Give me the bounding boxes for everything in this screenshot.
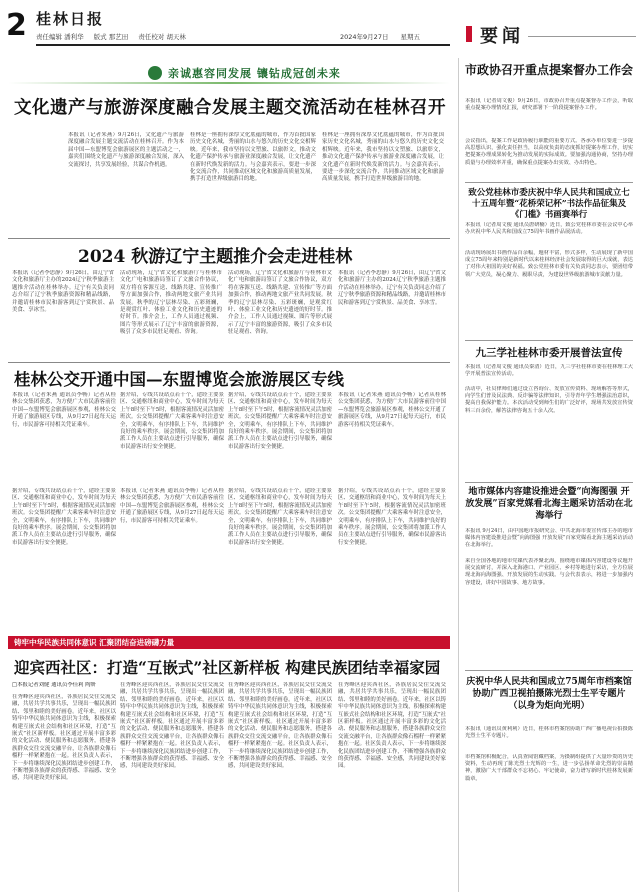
article-body: 本报讯（记者朱燕 通讯员李畅）记者从桂林公交集团获悉，为方便广大市民游客前往中国—东盟博览会旅游展区参观，桂林公交开通了旅游展区专线，从9月27日起每天运行，市民游客可持相关凭证乘车。 [120, 488, 224, 524]
article-lead: 本报讯（记者周文俊 通讯员秦清）近日，九三学社桂林市委在桂林理工大学开展普法宣传活动。 [465, 364, 633, 378]
article-lead: 本报讯（记者李思静）9月26日，由辽宁省文化和旅游厅主办的2024辽宁秋季旅游主题推介活动在桂林举办。辽宁有关负责同志介绍了辽宁秋季旅游资源和精品线路，并邀请桂林市民和游客到辽宁赏秋景、品美食、享冰雪。 [12, 270, 114, 314]
editor-credits [36, 32, 194, 41]
issue-date [340, 32, 430, 41]
page-number: 2 [6, 8, 27, 43]
headline-media-conference: 地市媒体内容建设推进会暨“向海图强 开放发展”百家党媒看北海主题采访活动在北海举行 [465, 487, 633, 521]
divider [465, 482, 633, 483]
banner-text: 亲诚惠容同发展 镶钻成冠创未来 [168, 67, 341, 80]
article-body: 据介绍，专线共设站点若干个，途经主要景区、交通枢纽和商业中心，发车时间为每天上午8时至下午5时，根据客流情况灵活加密班次。公交集团提醒广大乘客乘车时注意安全，文明乘车，有序排队上下车，共同维护良好的乘车秩序。展会期间，公交集团将加派工作人员在主要站点进行引导服务，确保市民游客出行安全便捷。 [338, 488, 446, 546]
headline-heritage-tourism: 文化遗产与旅游深度融合发展主题交流活动在桂林召开 [14, 98, 446, 118]
article-byline: □本报记者刘健 通讯员李佳莉 陶妍 [12, 682, 96, 688]
article-body: 在秀峰区迎宾西社区，各族居民交往交流交融，共居共学共事共乐，呈现出一幅民族团结、邻里和睦的美好画卷。近年来，社区以铸牢中华民族共同体意识为主线，积极探索构建互嵌式社会结构和社区环境，打造“互嵌式”社区新样板。社区通过开展丰富多彩的文化活动、便民服务和志愿服务，搭建各族群众交往交流交融平台，让各族群众像石榴籽一样紧紧抱在一起。社区负责人表示，下一步将继续深化民族团结进步创建工作，不断增强各族群众的获得感、幸福感、安全感，共同建设美好家园。 [228, 682, 332, 770]
banner-divider [8, 82, 450, 84]
article-body: 据介绍，专线共设站点若干个，途经主要景区、交通枢纽和商业中心，发车时间为每天上午8时至下午5时，根据客流情况灵活加密班次。公交集团提醒广大乘客乘车时注意安全，文明乘车，有序排队上下车，共同维护良好的乘车秩序。展会期间，公交集团将加派工作人员在主要站点进行引导服务，确保市民游客出行安全便捷。 [12, 488, 116, 546]
headline-bus-line: 桂林公交开通中国—东盟博览会旅游展区专线 [14, 370, 344, 389]
divider [465, 670, 633, 671]
article-body: 活动中，社员律师们通过设立咨询台、发放宣传资料、现场解答等形式，向学生们普及民法典、反诈骗等法律知识，引导青年学生增强法治意识，提高自我保护能力。本次活动受到师生们的广泛好评，现场共发放宣传资料三百余份，解答法律咨询五十余人次。 [465, 386, 633, 414]
article-lead: 本报讯（记者朱燕）9月26日，文化遗产与旅游深度融合发展主题交流活动在桂林召开。作为本届中国—东盟博览会旅游展区的主题活动之一，嘉宾们围绕文化遗产与旅游深度融合发展，深入交流探讨，共享发展经验，共谋合作机遇。 [68, 132, 184, 168]
article-body: 来自全国各地的地市党媒代表齐聚北海，围绕地市媒体内容建设等议题开展交流研讨，并深入北海港口、产业园区、乡村等地进行采访，全方位展现北海向海图强、开放发展的生动实践。与会代表表示，将进一步加强内容建设，讲好中国故事、地方故事。 [465, 558, 633, 586]
editor-credit: 责任校对 胡天林 [138, 33, 186, 41]
article-lead: 本报讯（记者周文俊 通讯员唐研楠）近日，致公党桂林市委在会议中心举办庆祝中华人民共和国成立75周年书画作品展活动。 [465, 222, 633, 236]
article-body: 本报讯（记者李思静）9月26日，由辽宁省文化和旅游厅主办的2024辽宁秋季旅游主题推介活动在桂林举办。辽宁有关负责同志介绍了辽宁秋季旅游资源和精品线路，并邀请桂林市民和游客到辽宁赏秋景、品美食、享冰雪。 [338, 270, 446, 306]
article-body: 会议指出，提案工作是政协履行职能的重要方式。各承办单位要进一步提高思想认识，强化责任担当，以高度负责的态度抓好提案办理工作，切实把提案办理成果转化为推动发展的实际成效。要加强沟通协商，坚持办理质量与办理效率并重，确保重点提案办出实效、办出特色。 [465, 138, 633, 166]
editor-credit: 责任编辑 潘利华 [36, 33, 84, 41]
masthead [0, 0, 640, 58]
section-bar-icon [466, 26, 472, 42]
headline-archives: 庆祝中华人民共和国成立75周年市档案馆协助广西卫视拍摄陈光烈士生平专题片（以身为炬向光明） [466, 677, 632, 711]
article-body: 在秀峰区迎宾西社区，各族居民交往交流交融，共居共学共事共乐，呈现出一幅民族团结、邻里和睦的美好画卷。近年来，社区以铸牢中华民族共同体意识为主线，积极探索构建互嵌式社会结构和社区环境，打造“互嵌式”社区新样板。社区通过开展丰富多彩的文化活动、便民服务和志愿服务，搭建各族群众交往交流交融平台，让各族群众像石榴籽一样紧紧抱在一起。社区负责人表示，下一步将继续深化民族团结进步创建工作，不断增强各族群众的获得感、幸福感、安全感，共同建设美好家园。 [12, 694, 116, 782]
headline-cppcc: 市政协召开重点提案督办工作会 [465, 63, 634, 77]
article-body: 据介绍，专线共设站点若干个，途经主要景区、交通枢纽和商业中心，发车时间为每天上午8时至下午5时，根据客流情况灵活加密班次。公交集团提醒广大乘客乘车时注意安全，文明乘车，有序排队上下车，共同维护良好的乘车秩序。展会期间，公交集团将加派工作人员在主要站点进行引导服务，确保市民游客出行安全便捷。 [228, 392, 332, 450]
headline-community: 迎宾西社区：打造“互嵌式”社区新样板 构建民族团结幸福家园 [14, 658, 441, 677]
article-body: 在秀峰区迎宾西社区，各族居民交往交流交融，共居共学共事共乐，呈现出一幅民族团结、邻里和睦的美好画卷。近年来，社区以铸牢中华民族共同体意识为主线，积极探索构建互嵌式社会结构和社区环境，打造“互嵌式”社区新样板。社区通过开展丰富多彩的文化活动、便民服务和志愿服务，搭建各族群众交往交流交融平台，让各族群众像石榴籽一样紧紧抱在一起。社区负责人表示，下一步将继续深化民族团结进步创建工作，不断增强各族群众的获得感、幸福感、安全感，共同建设美好家园。 [338, 682, 446, 770]
left-column [8, 58, 450, 892]
divider [465, 340, 633, 341]
section-header [458, 10, 640, 50]
weekday: 星期五 [400, 33, 421, 41]
divider [8, 362, 450, 363]
headline-liaoning-promo: 2024 秋游辽宁主题推介会走进桂林 [78, 247, 353, 267]
editor-credit: 版式 那艺田 [93, 33, 129, 41]
right-column [458, 58, 634, 892]
article-lead: 本报讯（记者朱燕 通讯员李畅）记者从桂林公交集团获悉，为方便广大市民游客前往中国—东盟博览会旅游展区参观，桂林公交开通了旅游展区专线，从9月27日起每天运行，市民游客可持相关凭证乘车。 [12, 392, 116, 428]
divider [8, 238, 450, 239]
article-body: 本报讯（记者朱燕 通讯员李畅）记者从桂林公交集团获悉，为方便广大市民游客前往中国—东盟博览会旅游展区参观，桂林公交开通了旅游展区专线，从9月27日起每天运行，市民游客可持相关凭证乘车。 [338, 392, 446, 428]
article-body: 市档案馆积极配合，认真查阅馆藏档案，为摄制组提供了大量珍贵的历史资料，生动再现了陈光烈士光辉的一生，进一步弘扬革命先烈的崇高精神，激励广大干部群众不忘初心、牢记使命，奋力谱写新时代桂林发展新篇章。 [465, 754, 633, 782]
article-body: 据介绍，专线共设站点若干个，途经主要景区、交通枢纽和商业中心，发车时间为每天上午8时至下午5时，根据客流情况灵活加密班次。公交集团提醒广大乘客乘车时注意安全，文明乘车，有序排队上下车，共同维护良好的乘车秩序。展会期间，公交集团将加派工作人员在主要站点进行引导服务，确保市民游客出行安全便捷。 [120, 392, 224, 450]
theme-banner: 铸牢中华民族共同体意识 汇聚团结奋进磅礴力量 [8, 636, 450, 649]
article-body: 桂林是一座拥有深厚文化底蕴的城市，作为首批国家历史文化名城，秀丽的山水与悠久的历史文化交相辉映。近年来，我市坚持以文塑旅、以旅彰文，推动文化遗产保护传承与旅游业深度融合发展，让文化遗产在新时代焕发新的活力。与会嘉宾表示，要进一步深化交流合作，共同推动区域文化和旅游高质量发展，携手打造世界级旅游目的地。 [190, 132, 316, 183]
divider [465, 182, 633, 183]
article-lead: 本报讯（通讯员黄利利）近日，桂林市档案馆协助广西广播电视台拍摄陈光烈士生平专题片。 [465, 726, 633, 740]
headline-jiusan: 九三学社桂林市委开展普法宣传 [475, 347, 623, 359]
article-body: 活动现场展出书画作品百余幅，题材丰富，形式多样，生动展现了新中国成立75周年来特别是新时代以来桂林经济社会发展取得的巨大成就，表达了对伟大祖国的美好祝福。致公党桂林市委有关负责同志表示，要团结带领广大党员，凝心聚力、履职尽责，为建设世界级旅游城市贡献力量。 [465, 250, 633, 278]
article-lead: 本报讯（记者周文俊）9月26日，市政协召开重点提案督办工作会，听取重点提案办理情况汇报，研究部署下一阶段提案督办工作。 [465, 98, 633, 112]
article-body: 在秀峰区迎宾西社区，各族居民交往交流交融，共居共学共事共乐，呈现出一幅民族团结、邻里和睦的美好画卷。近年来，社区以铸牢中华民族共同体意识为主线，积极探索构建互嵌式社会结构和社区环境，打造“互嵌式”社区新样板。社区通过开展丰富多彩的文化活动、便民服务和志愿服务，搭建各族群众交往交流交融平台，让各族群众像石榴籽一样紧紧抱在一起。社区负责人表示，下一步将继续深化民族团结进步创建工作，不断增强各族群众的获得感、幸福感、安全感，共同建设美好家园。 [120, 682, 224, 770]
section-rule [528, 36, 636, 37]
banner [8, 62, 450, 84]
article-body: 活动现场，辽宁省文化和旅游厅与桂林市文化广电和旅游局签订了文旅合作协议，双方将在客源互送、线路共建、宣传推广等方面加强合作，推动两地文旅产业共同发展。秋季的辽宁层林尽染、五彩斑斓，是观赏红叶、体验工业文化和历史遗迹的好时节。推介会上，工作人员通过视频、图片等形式展示了辽宁丰富的旅游资源，吸引了众多市民驻足观看、咨询。 [120, 270, 222, 336]
article-body: 桂林是一座拥有深厚文化底蕴的城市，作为首批国家历史文化名城，秀丽的山水与悠久的历史文化交相辉映。近年来，我市坚持以文塑旅、以旅彰文，推动文化遗产保护传承与旅游业深度融合发展，让文化遗产在新时代焕发新的活力。与会嘉宾表示，要进一步深化交流合作，共同推动区域文化和旅游高质量发展，携手打造世界级旅游目的地。 [322, 132, 444, 183]
headline-zhigong: 致公党桂林市委庆祝中华人民共和国成立七十五周年暨“花桥荣记杯”书法作品征集及《门槛》书画赛举行 [468, 188, 630, 220]
leaf-icon [148, 66, 162, 80]
article-body: 据介绍，专线共设站点若干个，途经主要景区、交通枢纽和商业中心，发车时间为每天上午8时至下午5时，根据客流情况灵活加密班次。公交集团提醒广大乘客乘车时注意安全，文明乘车，有序排队上下车，共同维护良好的乘车秩序。展会期间，公交集团将加派工作人员在主要站点进行引导服务，确保市民游客出行安全便捷。 [228, 488, 332, 546]
paper-name: 桂林日报 [36, 10, 105, 28]
article-lead: 本报讯 9月24日，由中国地市报研究会、中共北海市委宣传部主办的地市媒体内容建设推进会暨“向海图强 开放发展”百家党媒看北海主题采访活动在北海举行。 [465, 528, 633, 549]
masthead-rule [36, 44, 450, 46]
article-body: 活动现场，辽宁省文化和旅游厅与桂林市文化广电和旅游局签订了文旅合作协议，双方将在客源互送、线路共建、宣传推广等方面加强合作，推动两地文旅产业共同发展。秋季的辽宁层林尽染、五彩斑斓，是观赏红叶、体验工业文化和历史遗迹的好时节。推介会上，工作人员通过视频、图片等形式展示了辽宁丰富的旅游资源，吸引了众多市民驻足观看、咨询。 [228, 270, 332, 336]
section-label: 要闻 [480, 26, 524, 47]
date: 2024年9月27日 [340, 33, 389, 41]
